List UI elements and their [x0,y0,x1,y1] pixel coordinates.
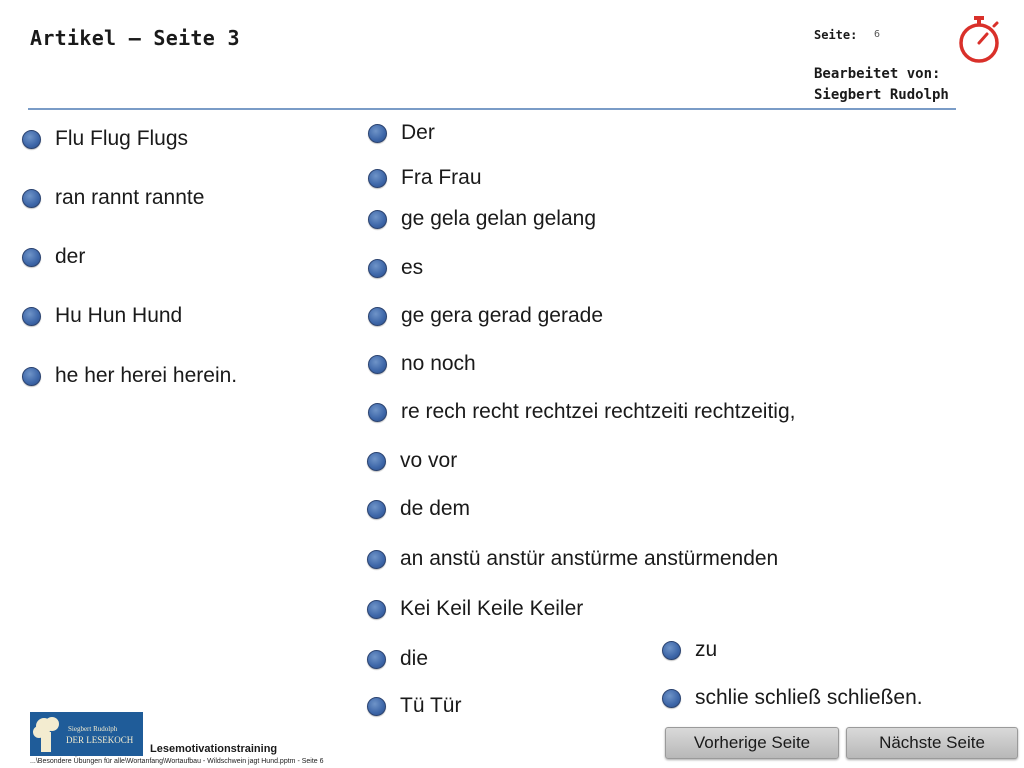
word-item[interactable] [368,349,476,379]
word-text: no noch [401,352,476,375]
circle-bullet-icon [662,689,681,708]
next-page-button[interactable]: Nächste Seite [846,727,1018,759]
page-title: Artikel – Seite 3 [30,26,240,50]
word-text: an anstü anstür anstürme anstürmenden [400,547,779,570]
circle-bullet-icon [367,500,386,519]
word-item[interactable] [367,446,457,476]
previous-page-button[interactable]: Vorherige Seite [665,727,839,759]
lesekoch-logo [30,712,143,756]
word-item[interactable] [22,183,204,213]
word-item[interactable] [22,242,85,272]
footer-path: ...\Besondere Übungen für alle\Wortanfang\Wortaufbau - Wildschwein jagt Hund.pptm - Seite 6 [30,758,324,765]
page-number: 6 [874,29,881,40]
word-item[interactable] [662,635,717,665]
word-item[interactable] [367,494,470,524]
word-item[interactable] [22,361,237,391]
word-text: Tü Tür [400,694,462,717]
editor-label: Bearbeitet von: [814,66,941,82]
circle-bullet-icon [367,550,386,569]
page-label: Seite: [814,28,858,42]
footer-brand: Lesemotivationstraining [150,743,278,755]
circle-bullet-icon [22,248,41,267]
word-text: es [401,256,424,279]
svg-text:Siegbert Rudolph: Siegbert Rudolph [68,725,118,733]
word-text: Der [401,121,435,144]
word-item[interactable] [367,691,461,721]
word-item[interactable] [368,204,596,234]
circle-bullet-icon [368,355,387,374]
word-text: der [55,245,86,268]
word-item[interactable] [367,594,583,624]
word-text: he her herei herein. [55,364,238,387]
word-item[interactable] [367,644,428,674]
word-item[interactable] [22,301,182,331]
circle-bullet-icon [22,130,41,149]
word-text: ran rannt rannte [55,186,205,209]
circle-bullet-icon [22,189,41,208]
circle-bullet-icon [368,124,387,143]
word-item[interactable] [367,544,778,574]
word-text: Hu Hun Hund [55,304,183,327]
word-text: Flu Flug Flugs [55,127,189,150]
circle-bullet-icon [368,169,387,188]
circle-bullet-icon [367,697,386,716]
word-text: schlie schließ schließen. [695,686,923,709]
word-text: Fra Frau [401,166,482,189]
chef-hat-icon [30,712,143,756]
word-text: ge gera gerad gerade [401,304,603,327]
word-text: die [400,647,429,670]
word-text: Kei Keil Keile Keiler [400,597,584,620]
circle-bullet-icon [22,307,41,326]
word-text: zu [695,638,718,661]
word-text: de dem [400,497,471,520]
circle-bullet-icon [368,307,387,326]
circle-bullet-icon [367,650,386,669]
circle-bullet-icon [22,367,41,386]
circle-bullet-icon [368,210,387,229]
circle-bullet-icon [662,641,681,660]
word-item[interactable] [368,301,603,331]
circle-bullet-icon [368,259,387,278]
circle-bullet-icon [368,403,387,422]
circle-bullet-icon [367,600,386,619]
word-text: re rech recht rechtzei rechtzeiti rechtzeitig, [401,400,796,423]
circle-bullet-icon [367,452,386,471]
word-item[interactable] [22,124,188,154]
word-item[interactable] [368,163,482,193]
stopwatch-icon[interactable] [956,14,1002,64]
word-item[interactable] [662,683,923,713]
word-item[interactable] [368,118,435,148]
word-text: vo vor [400,449,458,472]
word-item[interactable] [368,397,796,427]
editor-name: Siegbert Rudolph [814,87,949,103]
svg-text:DER LESEKOCH: DER LESEKOCH [66,735,134,745]
word-text: ge gela gelan gelang [401,207,597,230]
header-divider [28,108,956,110]
word-item[interactable] [368,253,423,283]
